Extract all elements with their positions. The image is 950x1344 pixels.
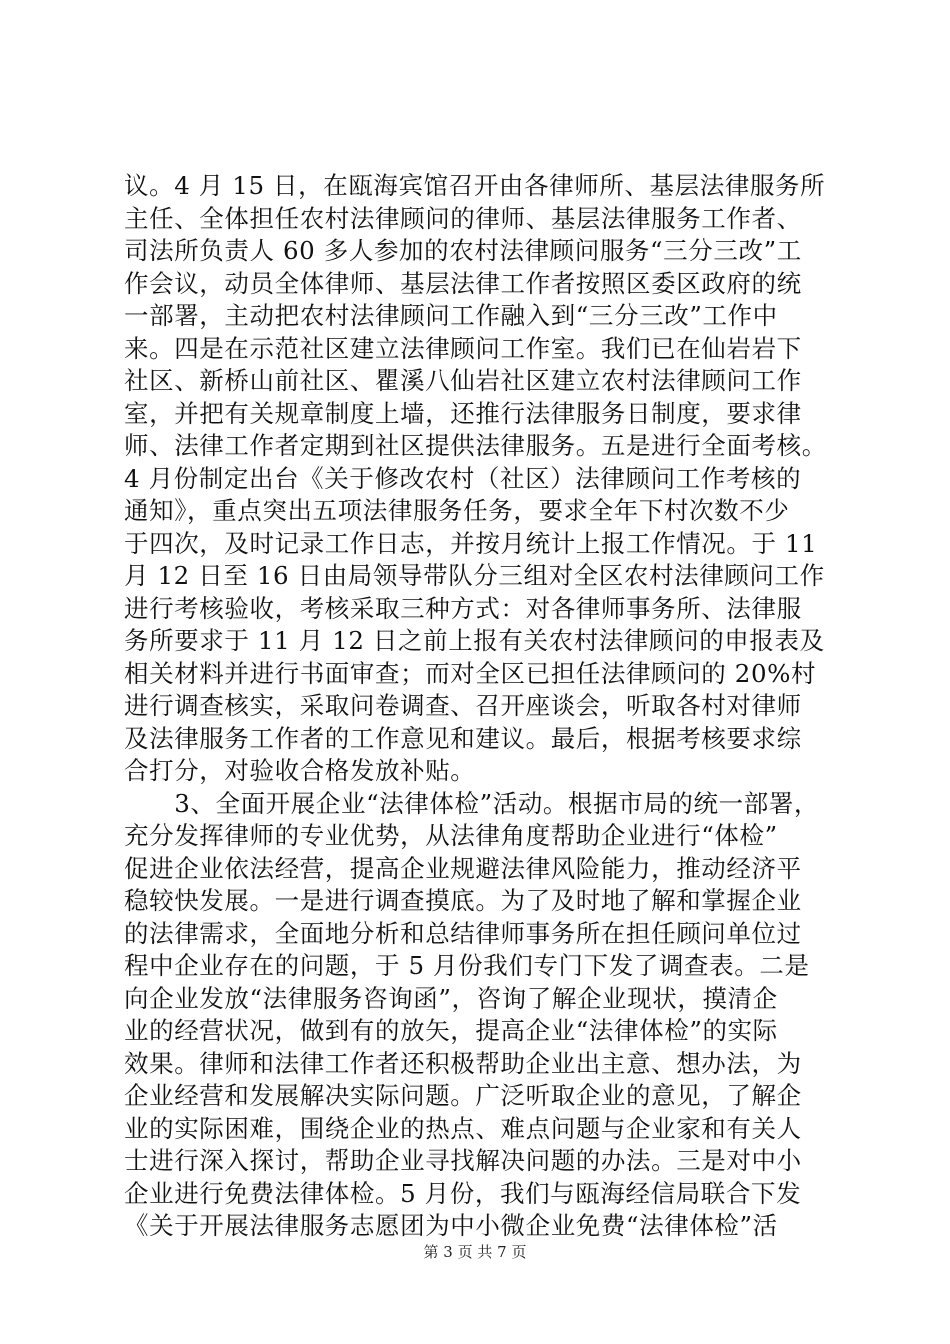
text-line: 进行考核验收，考核采取三种方式：对各律师事务所、法律服	[124, 593, 802, 623]
text-line: 社区、新桥山前社区、瞿溪八仙岩社区建立农村法律顾问工作	[124, 366, 802, 395]
text-line: 稳较快发展。一是进行调查摸底。为了及时地了解和掌握企业	[124, 886, 802, 915]
text-line: 务所要求于 11 月 12 日之前上报有关农村法律顾问的申报表及	[124, 626, 825, 655]
text-line: 师、法律工作者定期到社区提供法律服务。五是进行全面考核。	[124, 431, 827, 460]
text-line: 效果。律师和法律工作者还积极帮助企业出主意、想办法，为	[124, 1048, 802, 1078]
text-line: 作会议，动员全体律师、基层法律工作者按照区委区政府的统	[124, 268, 802, 298]
text-line: 程中企业存在的问题，于 5 月份我们专门下发了调查表。二是	[124, 951, 810, 980]
text-line: 来。四是在示范社区建立法律顾问工作室。我们已在仙岩岩下	[124, 333, 802, 363]
text-line: 充分发挥律师的专业优势，从法律角度帮助企业进行“体检”	[124, 821, 778, 850]
text-line: 月 12 日至 16 日由局领导带队分三组对全区农村法律顾问工作	[124, 561, 825, 590]
text-line: 司法所负责人 60 多人参加的农村法律顾问服务“三分三改”工	[124, 236, 802, 265]
text-line: 促进企业依法经营，提高企业规避法律风险能力，推动经济平	[124, 853, 802, 883]
text-line: 议。4 月 15 日，在瓯海宾馆召开由各律师所、基层法律服务所	[124, 171, 826, 200]
text-line: 4 月份制定出台《关于修改农村（社区）法律顾问工作考核的	[124, 463, 802, 493]
text-line: 及法律服务工作者的工作意见和建议。最后，根据考核要求综	[124, 723, 802, 753]
text-line: 通知》，重点突出五项法律服务任务，要求全年下村次数不少	[124, 496, 790, 525]
text-line: 室，并把有关规章制度上墙，还推行法律服务日制度，要求律	[124, 398, 802, 428]
text-line: 3、全面开展企业“法律体检”活动。根据市局的统一部署，	[124, 788, 820, 818]
text-line: 企业进行免费法律体检。5 月份，我们与瓯海经信局联合下发	[124, 1178, 802, 1208]
text-line: 向企业发放“法律服务咨询函”，咨询了解企业现状，摸清企	[124, 983, 778, 1013]
text-line: 士进行深入探讨，帮助企业寻找解决问题的办法。三是对中小	[124, 1146, 802, 1175]
text-line: 合打分，对验收合格发放补贴。	[124, 756, 476, 785]
page-footer: 第 3 页 共 7 页	[423, 1243, 527, 1261]
text-line: 的法律需求，全面地分析和总结律师事务所在担任顾问单位过	[124, 918, 802, 948]
text-line: 进行调查核实，采取问卷调查、召开座谈会，听取各村对律师	[124, 691, 802, 720]
text-line: 业的经营状况，做到有的放矢，提高企业“法律体检”的实际	[124, 1016, 778, 1045]
text-line: 《关于开展法律服务志愿团为中小微企业免费“法律体检”活	[124, 1211, 778, 1240]
text-line: 业的实际困难，围绕企业的热点、难点问题与企业家和有关人	[124, 1113, 802, 1143]
text-line: 一部署，主动把农村法律顾问工作融入到“三分三改”工作中	[124, 301, 778, 330]
text-line: 于四次，及时记录工作日志，并按月统计上报工作情况。于 11	[124, 528, 818, 558]
text-line: 主任、全体担任农村法律顾问的律师、基层法律服务工作者、	[124, 203, 802, 233]
text-line: 相关材料并进行书面审查；而对全区已担任法律顾问的 20%村	[124, 658, 817, 688]
body-text	[124, 170, 834, 1243]
text-line: 企业经营和发展解决实际问题。广泛听取企业的意见，了解企	[124, 1081, 802, 1110]
